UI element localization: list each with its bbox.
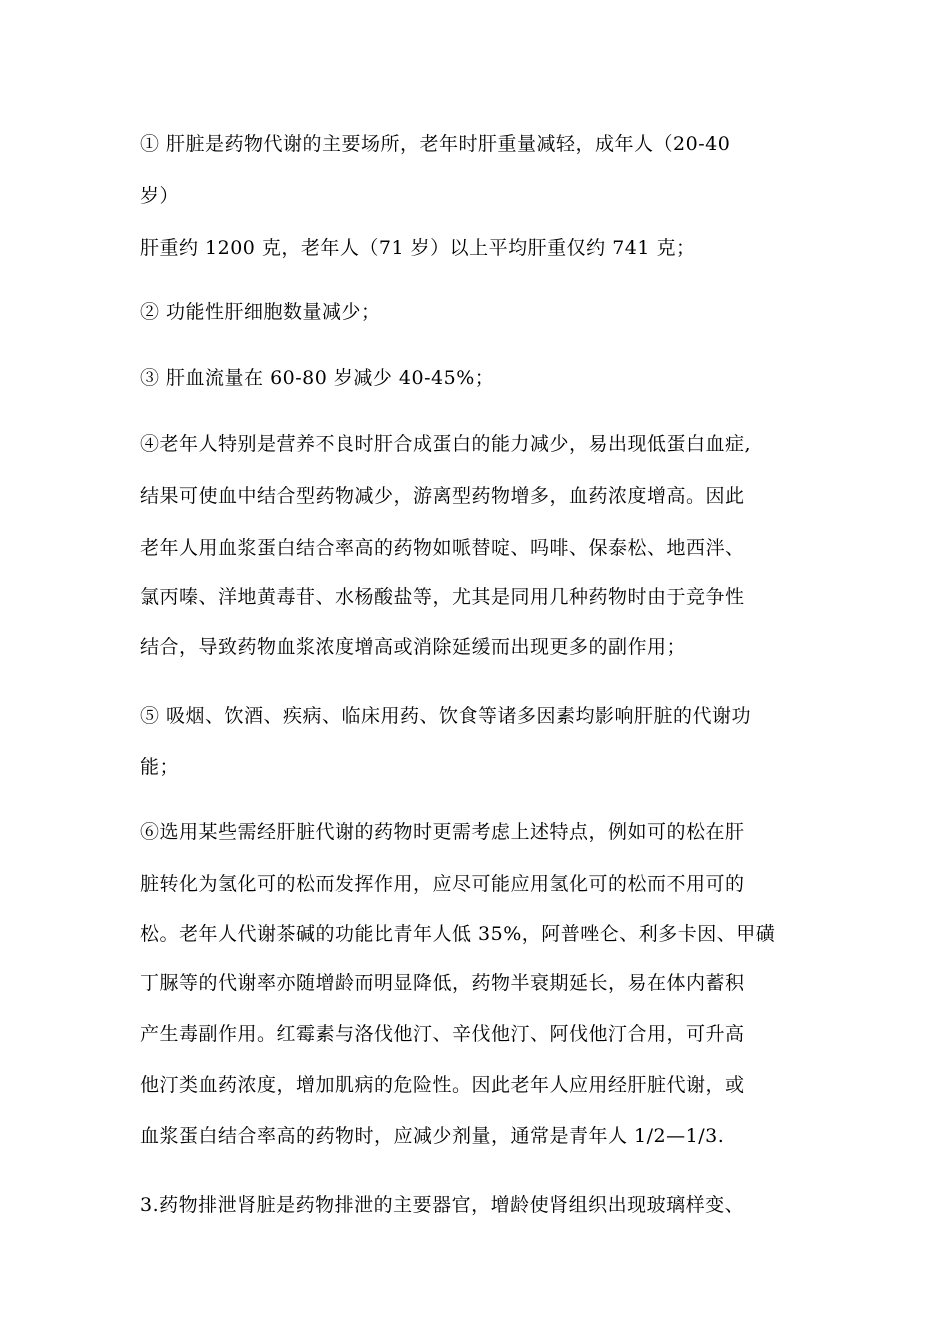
text-line: 丁脲等的代谢率亦随增龄而明显降低，药物半衰期延长，易在体内蓄积 (140, 972, 745, 994)
text-line: 结果可使血中结合型药物减少，游离型药物增多，血药浓度增高。因此 (140, 485, 745, 507)
text-line: 产生毒副作用。红霉素与洛伐他汀、辛伐他汀、阿伐他汀合用，可升高 (140, 1023, 745, 1045)
text-line: 结合，导致药物血浆浓度增高或消除延缓而出现更多的副作用； (140, 636, 687, 658)
text-line: 松。老年人代谢茶碱的功能比青年人低 35%，阿普唑仑、利多卡因、甲磺 (140, 923, 776, 945)
text-line: 他汀类血药浓度，增加肌病的危险性。因此老年人应用经肝脏代谢，或 (140, 1074, 745, 1096)
text-line: 岁） (140, 185, 180, 207)
text-line: ① 肝脏是药物代谢的主要场所，老年时肝重量减轻，成年人（20-40 (140, 133, 731, 155)
text-line: 氯丙嗪、洋地黄毒苷、水杨酸盐等，尤其是同用几种药物时由于竞争性 (140, 586, 745, 608)
text-line: 脏转化为氢化可的松而发挥作用，应尽可能应用氢化可的松而不用可的 (140, 873, 745, 895)
text-line: 老年人用血浆蛋白结合率高的药物如哌替啶、吗啡、保泰松、地西泮、 (140, 537, 745, 559)
text-line: ② 功能性肝细胞数量减少； (140, 301, 381, 323)
text-line: ③ 肝血流量在 60-80 岁减少 40-45%； (140, 367, 495, 389)
text-line: ④老年人特别是营养不良时肝合成蛋白的能力减少，易出现低蛋白血症, (140, 433, 752, 455)
text-line: ⑤ 吸烟、饮酒、疾病、临床用药、饮食等诸多因素均影响肝脏的代谢功 (140, 705, 752, 727)
text-line: 肝重约 1200 克，老年人（71 岁）以上平均肝重仅约 741 克； (140, 237, 696, 259)
text-line: 能； (140, 756, 180, 778)
text-line: 3.药物排泄肾脏是药物排泄的主要器官，增龄使肾组织出现玻璃样变、 (140, 1194, 745, 1216)
text-line: 血浆蛋白结合率高的药物时，应减少剂量，通常是青年人 1/2—1/3. (140, 1125, 725, 1147)
text-line: ⑥选用某些需经肝脏代谢的药物时更需考虑上述特点，例如可的松在肝 (140, 821, 745, 843)
